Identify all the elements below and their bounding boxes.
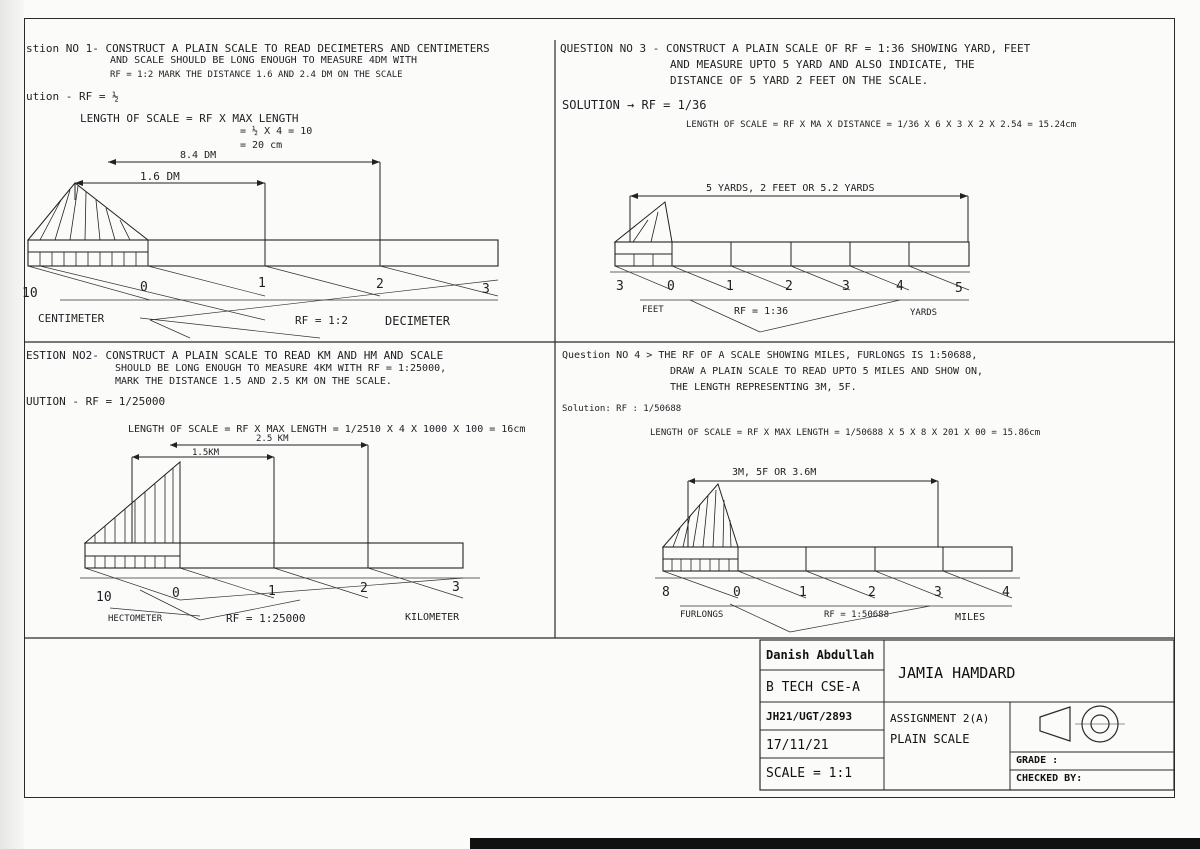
q2-heading-line-3: MARK THE DISTANCE 1.5 AND 2.5 KM ON THE SCALE.: [115, 376, 392, 387]
q1-heading-line-3: RF = 1:2 MARK THE DISTANCE 1.6 AND 2.4 DM ON THE SCALE: [110, 70, 403, 80]
q1-rf-label: RF = 1:2: [295, 314, 348, 327]
q3-rf-label: RF = 1:36: [734, 306, 789, 317]
title-block-checked-by: CHECKED BY:: [1016, 773, 1083, 784]
q1-number-2: 2: [376, 277, 384, 292]
q3-dimension: 5 YARDS, 2 FEET OR 5.2 YARDS: [706, 183, 875, 194]
title-block-date: 17/11/21: [766, 738, 829, 753]
q3-heading-line-1: QUESTION NO 3 - CONSTRUCT A PLAIN SCALE OF RF = 1:36 SHOWING YARD, FEET: [560, 42, 1031, 55]
q3-number-2: 2: [785, 279, 793, 294]
q4-solution-rf: Solution: RF : 1/50688: [562, 404, 682, 414]
q4-number-1: 1: [799, 585, 807, 600]
q2-heading-line-1: ESTION NO2- CONSTRUCT A PLAIN SCALE TO READ KM AND HM AND SCALE: [26, 349, 444, 362]
q4-dimension: 3M, 5F OR 3.6M: [732, 467, 817, 478]
q2-dim-long: 2.5 KM: [256, 434, 289, 444]
q4-unit-left: FURLONGS: [680, 610, 724, 620]
q1-heading-line-1: stion NO 1- CONSTRUCT A PLAIN SCALE TO READ DECIMETERS AND CENTIMETERS: [26, 42, 490, 55]
q4-left-number: 8: [662, 585, 670, 600]
title-block-roll-number: JH21/UGT/2893: [766, 710, 853, 723]
q4-rf-label: RF = 1:50688: [824, 610, 890, 620]
q2-number-0: 0: [172, 586, 180, 601]
q1-number-0: 0: [140, 280, 148, 295]
q3-solution-rf: SOLUTION → RF = 1/36: [562, 98, 707, 112]
q1-unit-left: CENTIMETER: [38, 312, 105, 325]
title-block-name: Danish Abdullah: [766, 648, 875, 662]
q3-left-number: 3: [616, 279, 624, 294]
title-block-subject: PLAIN SCALE: [890, 732, 970, 746]
q1-number-1: 1: [258, 276, 266, 291]
q3-unit-right: YARDS: [910, 308, 938, 318]
q3-heading-line-3: DISTANCE OF 5 YARD 2 FEET ON THE SCALE.: [670, 74, 929, 87]
q3-number-5: 5: [955, 281, 963, 296]
q2-number-1: 1: [268, 584, 276, 599]
q1-unit-right: DECIMETER: [385, 314, 451, 328]
q2-left-number: 10: [96, 590, 112, 605]
q4-number-3: 3: [934, 585, 942, 600]
q4-heading-line-1: Question NO 4 > THE RF OF A SCALE SHOWING MILES, FURLONGS IS 1:50688,: [562, 350, 978, 361]
q2-number-3: 3: [452, 580, 460, 595]
q4-number-4: 4: [1002, 585, 1010, 600]
q2-unit-right: KILOMETER: [405, 612, 460, 623]
q1-dim-long: 8.4 DM: [180, 150, 217, 161]
q3-number-4: 4: [896, 279, 904, 294]
q2-heading-line-2: SHOULD BE LONG ENOUGH TO MEASURE 4KM WITH RF = 1:25000,: [115, 363, 447, 374]
q4-unit-right: MILES: [955, 612, 986, 623]
title-block-scale: SCALE = 1:1: [766, 766, 853, 781]
q3-number-1: 1: [726, 279, 734, 294]
title-block-university: JAMIA HAMDARD: [898, 664, 1016, 682]
q1-dim-short: 1.6 DM: [140, 170, 180, 183]
q3-number-0: 0: [667, 279, 675, 294]
q2-solution-rf: UUTION - RF = 1/25000: [26, 395, 166, 408]
q2-unit-left: HECTOMETER: [108, 614, 163, 624]
q1-length-formula: LENGTH OF SCALE = RF X MAX LENGTH: [80, 112, 299, 125]
q2-length-formula: LENGTH OF SCALE = RF X MAX LENGTH = 1/2510 X 4 X 1000 X 100 = 16cm: [128, 424, 526, 435]
title-block-assignment: ASSIGNMENT 2(A): [890, 712, 990, 725]
q3-heading-line-2: AND MEASURE UPTO 5 YARD AND ALSO INDICATE, THE: [670, 58, 975, 71]
q1-calc-step-1: = ½ X 4 = 10: [240, 126, 313, 137]
q1-calc-step-2: = 20 cm: [240, 140, 283, 151]
q3-unit-left: FEET: [642, 305, 664, 315]
q1-number-3: 3: [482, 282, 490, 297]
title-block-course: B TECH CSE-A: [766, 680, 860, 695]
q4-heading-line-2: DRAW A PLAIN SCALE TO READ UPTO 5 MILES AND SHOW ON,: [670, 366, 984, 377]
q3-length-formula: LENGTH OF SCALE = RF X MA X DISTANCE = 1/36 X 6 X 3 X 2 X 2.54 = 15.24cm: [686, 120, 1077, 130]
q1-solution-rf: ution - RF = ½: [26, 90, 119, 103]
q1-heading-line-2: AND SCALE SHOULD BE LONG ENOUGH TO MEASURE 4DM WITH: [110, 55, 418, 66]
q4-number-0: 0: [733, 585, 741, 600]
q4-heading-line-3: THE LENGTH REPRESENTING 3M, 5F.: [670, 382, 857, 393]
q2-number-2: 2: [360, 581, 368, 596]
q3-number-3: 3: [842, 279, 850, 294]
q4-number-2: 2: [868, 585, 876, 600]
q4-length-formula: LENGTH OF SCALE = RF X MAX LENGTH = 1/50688 X 5 X 8 X 201 X 00 = 15.86cm: [650, 428, 1041, 438]
title-block-grade: GRADE :: [1016, 755, 1059, 766]
q2-dim-short: 1.5KM: [192, 448, 220, 458]
q1-left-number: 10: [22, 286, 38, 301]
q2-rf-label: RF = 1:25000: [226, 612, 306, 625]
